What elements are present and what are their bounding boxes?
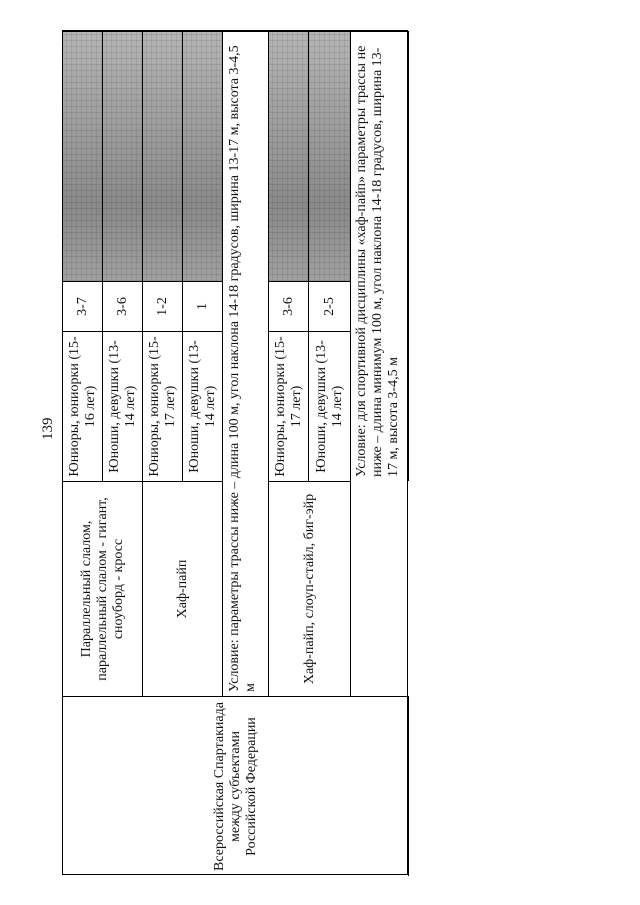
shaded-cell: [309, 31, 351, 281]
shaded-cell: [269, 31, 309, 281]
results-table: [62, 30, 408, 875]
discipline-cell-1: Параллельный слалом, параллельный слалом - гигант, сноуборд - кросс: [63, 481, 143, 696]
shaded-cell: [183, 31, 223, 281]
places-cell: 3-7: [63, 281, 103, 331]
category-cell: Юноши, девушки (13-14 лет): [309, 331, 351, 481]
shaded-cell: [143, 31, 183, 281]
category-cell: Юноши, девушки (13-14 лет): [183, 331, 223, 481]
category-cell: Юниоры, юниорки (15-17 лет): [143, 331, 183, 481]
discipline-cell-3: Хаф-пайп, слоуп-стайл, биг-эйр: [269, 481, 351, 696]
category-cell: Юниоры, юниорки (15-16 лет): [63, 331, 103, 481]
places-cell: 2-5: [309, 281, 351, 331]
page-number: 139: [40, 417, 56, 440]
shaded-cell: [63, 31, 103, 281]
rotated-table-body: [63, 31, 409, 876]
condition-note: Условие: параметры трассы ниже – длина 100 м, угол наклона 14-18 градусов, ширина 13-17 м, высота 3-4,5 м: [223, 31, 269, 696]
event-cell: Всероссийская Спартакиада между субъектами Российской Федерации: [63, 696, 409, 876]
category-cell: Юниоры, юниорки (15-17 лет): [269, 331, 309, 481]
shaded-cell: [103, 31, 143, 281]
places-cell: 3-6: [103, 281, 143, 331]
discipline-cell-2: Хаф-пайп: [143, 481, 223, 696]
condition-note: Условие: для спортивной дисциплины «хаф-пайп» параметры трассы не ниже – длина минимум 100 м, угол наклона 14-18 градусов, ширина 13-17 м, высота 3-4,5 м: [351, 31, 409, 481]
places-cell: 1-2: [143, 281, 183, 331]
places-cell: 1: [183, 281, 223, 331]
category-cell: Юноши, девушки (13-14 лет): [103, 331, 143, 481]
places-cell: 3-6: [269, 281, 309, 331]
